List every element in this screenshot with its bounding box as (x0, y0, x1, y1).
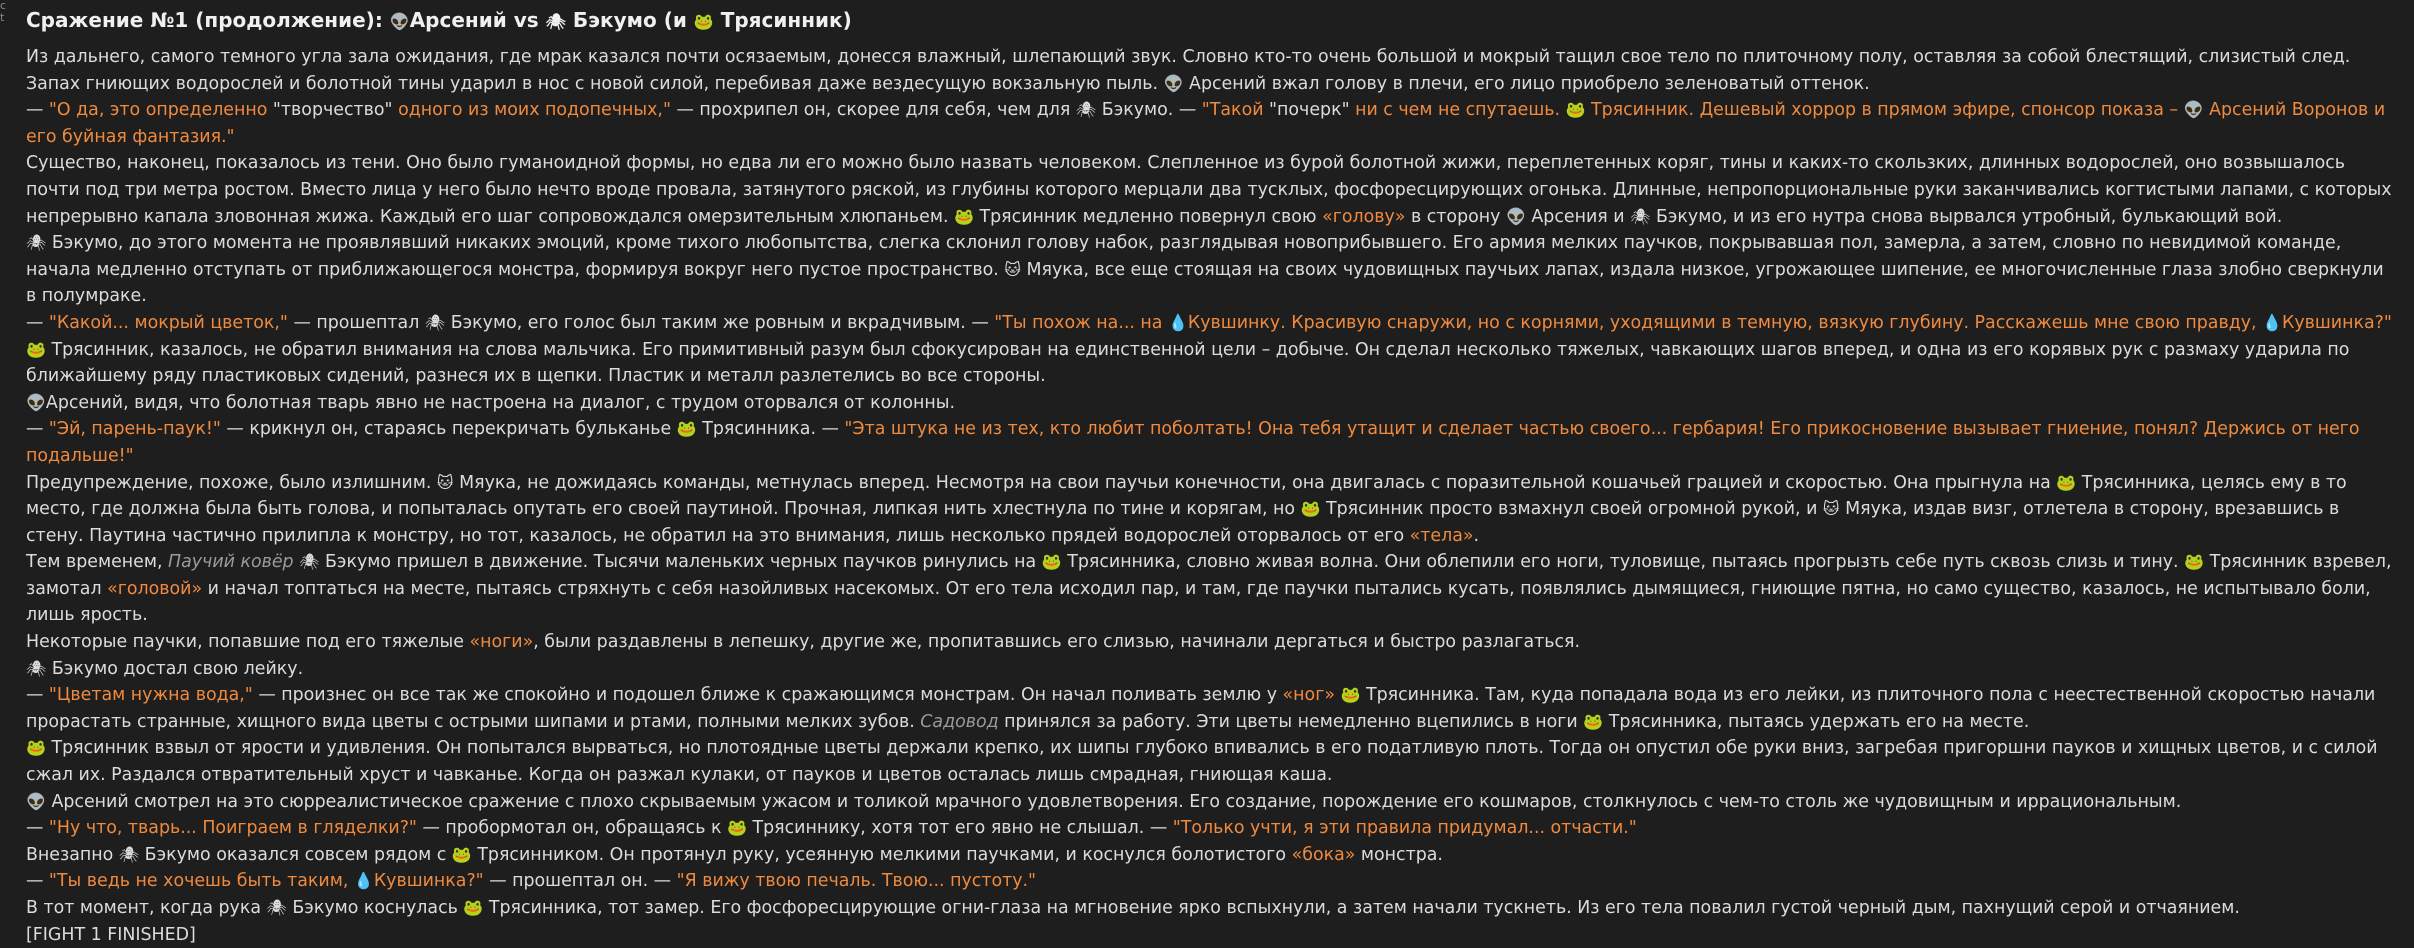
cat-emoji-icon: 🐱 (1004, 259, 1022, 279)
paragraph-14: 🐸 Трясинник взвыл от ярости и удивления. Он попытался вырваться, но плотоядные цветы держали крепко, их шипы глубоко впивались в его податливую плоть. Тогда он опустил обе руки вниз, загребая пригоршни пауков и хищных цветов, и с силой сжал их. Раздался отвратительный хруст и чавканье. Когда он разжал кулаки, от пауков и цветов осталась лишь смрадная, гниющая каша. (26, 738, 2378, 786)
paragraph-9: Предупреждение, похоже, было излишним. 🐱 Мяука, не дожидаясь команды, метнулась вперед. Несмотря на свои паучьи конечности, она двигалась с поразительной кошачьей грацией и скоростью. Она прыгнула на 🐸 Трясинника, целясь ему в то место, где должна была быть голова, и попыталась опутать его своей паутиной. Прочная, липкая нить хлестнула по тине и корягам, но 🐸 Трясинник просто взмахнул своей огромной рукой, и 🐱 Мяука, издав визг, отлетела в сторону, врезавшись в стену. Паутина частично прилипла к монстру, но тот, казалось, не обратил на это внимания, лишь несколько прядей водорослей оторвалось от его «тела». (26, 472, 2347, 546)
alien-emoji-icon: 👽 (389, 12, 410, 31)
frog-emoji-icon: 🐸 (2184, 552, 2205, 572)
fight-finished-marker: [FIGHT 1 FINISHED] (26, 924, 196, 945)
paragraph-2: — "О да, это определенно "творчество" одного из моих подопечных," — прохрипел он, скорее для себя, чем для 🕷 Бэкумо. — "Такой "почерк" ни с чем не спутаешь. 🐸 Трясинник. Дешевый хоррор в прямом эфире, спонсор показа – 👽 Арсений Воронов и его буйная фантазия." (26, 100, 2386, 147)
frog-emoji-icon: 🐸 (1583, 711, 1604, 731)
paragraph-16: — "Ну что, тварь... Поиграем в гляделки?" — пробормотал он, обращаясь к 🐸 Трясиннику, хотя тот его явно не слышал. — "Только учти, я эти правила придумал... отчасти." (26, 818, 1637, 839)
edge-char-top: c (0, 0, 7, 12)
alien-emoji-icon: 👽 (26, 791, 46, 811)
cat-emoji-icon: 🐱 (1822, 499, 1840, 519)
paragraph-1: Из дальнего, самого темного угла зала ожидания, где мрак казался почти осязаемым, донесся влажный, шлепающий звук. Словно кто-то очень большой и мокрый тащил свое тело по плиточному полу, оставляя за собой блестящий, слизистый след. Запах гниющих водорослей и болотной тины ударил в нос с новой силой, перебивая даже вездесущую вокзальную пыль. 👽 Арсений вжал голову в плечи, его лицо приобрело зеленоватый оттенок. (26, 47, 2351, 94)
frog-emoji-icon: 🐸 (1340, 685, 1361, 705)
alien-emoji-icon: 👽 (26, 392, 46, 412)
frog-emoji-icon: 🐸 (1041, 552, 1062, 572)
spider-emoji-icon: 🕷 (266, 898, 287, 917)
alien-emoji-icon: 👽 (1163, 73, 1184, 93)
frog-emoji-icon: 🐸 (26, 339, 46, 359)
paragraph-15: 👽 Арсений смотрел на это сюрреалистическое сражение с плохо скрываемым ужасом и толикой мрачного удовлетворения. Его создание, порождение его кошмаров, столкнулось с чем-то столь же чудовищным и иррациональным. (26, 791, 2182, 812)
ability-name: Садовод (920, 711, 999, 732)
left-edge-fragment (0, 0, 18, 40)
frog-emoji-icon: 🐸 (451, 844, 472, 864)
spider-emoji-icon: 🕷 (26, 658, 47, 678)
fight-title: Сражение №1 (продолжение): 👽Арсений vs 🕷 Бэкумо (и 🐸 Трясинник) (26, 8, 852, 32)
frog-emoji-icon: 🐸 (26, 738, 46, 758)
paragraph-3: Существо, наконец, показалось из тени. Оно было гуманоидной формы, но едва ли его можно было назвать человеком. Слепленное из бурой болотной жижи, переплетенных коряг, тины и каких-то скользких, длинных водорослей, оно возвышалось почти под три метра ростом. Вместо лица у него было нечто вроде провала, затянутого ряской, из глубины которого мерцали два тусклых, фосфоресцирующих огонька. Длинные, непропорциональные руки заканчивались когтистыми лапами, с которых непрерывно капала зловонная жижа. Каждый его шаг сопровождался омерзительным хлюпаньем. 🐸 Трясинник медленно повернул свою «голову» в сторону 👽 Арсения и 🕷 Бэкумо, и из его нутра снова вырвался утробный, булькающий вой. (26, 153, 2392, 227)
frog-emoji-icon: 🐸 (1565, 100, 1586, 120)
alien-emoji-icon: 👽 (2183, 100, 2204, 120)
paragraph-18: — "Ты ведь не хочешь быть таким, 💧Кувшинка?" — прошептал он. — "Я вижу твою печаль. Твою... пустоту." (26, 871, 1037, 892)
story-text (26, 7, 2394, 948)
drop-emoji-icon: 💧 (2262, 312, 2282, 332)
paragraph-17: Внезапно 🕷 Бэкумо оказался совсем рядом с 🐸 Трясинником. Он протянул руку, усеянную мелкими паучками, и коснулся болотистого «бока» монстра. (26, 844, 1443, 865)
cat-emoji-icon: 🐱 (436, 472, 454, 492)
paragraph-6: 🐸 Трясинник, казалось, не обратил внимания на слова мальчика. Его примитивный разум был сфокусирован на единственной цели – добыче. Он сделал несколько тяжелых, чавкающих шагов вперед, и одна из его корявых рук с размаху ударила по ближайшему ряду пластиковых сидений, разнеся их в щепки. Пластик и металл разлетелись во все стороны. (26, 339, 2350, 387)
drop-emoji-icon: 💧 (353, 871, 374, 891)
spider-emoji-icon: 🕷 (299, 552, 320, 572)
frog-emoji-icon: 🐸 (463, 898, 484, 917)
paragraph-10: Тем временем, Паучий ковёр 🕷 Бэкумо пришел в движение. Тысячи маленьких черных паучков ринулись на 🐸 Трясинника, словно живая волна. Они облепили его ноги, туловище, пытаясь прогрызть себе путь сквозь слизь и тину. 🐸 Трясинник взревел, замотал «головой» и начал топтаться на месте, пытаясь стряхнуть с себя назойливых насекомых. От его тела исходил пар, и там, где паучки пытались кусать, появлялись дымящиеся, гниющие пятна, но само существо, казалось, не испытывало боли, лишь ярость. (26, 552, 2392, 626)
frog-emoji-icon: 🐸 (1300, 499, 1321, 519)
paragraph-12: 🕷 Бэкумо достал свою лейку. (26, 658, 304, 679)
paragraph-5: — "Какой... мокрый цветок," — прошептал 🕷 Бэкумо, его голос был таким же ровным и вкрадчивым. — "Ты похож на... на 💧Кувшинку. Красивую снаружи, но с корнями, уходящими в темную, вязкую глубину. Расскажешь мне свою правду, 💧Кувшинка?" (26, 312, 2392, 333)
spider-emoji-icon: 🕷 (545, 12, 566, 31)
paragraph-7: 👽Арсений, видя, что болотная тварь явно не настроена на диалог, с трудом оторвался от колонны. (26, 392, 955, 413)
frog-emoji-icon: 🐸 (954, 206, 974, 226)
spider-emoji-icon: 🕷 (1630, 206, 1651, 226)
edge-char-bottom: t (0, 11, 5, 24)
paragraph-8: — "Эй, парень-паук!" — крикнул он, стараясь перекричать бульканье 🐸 Трясинника. — "Эта штука не из тех, кто любит поболтать! Она тебя утащит и сделает частью своего... гербария! Его прикосновение вызывает гниение, понял? Держись от него подальше!" (26, 419, 2360, 466)
spider-emoji-icon: 🕷 (424, 312, 446, 332)
paragraph-11: Некоторые паучки, попавшие под его тяжелые «ноги», были раздавлены в лепешку, другие же, пропитавшись его слизью, начинали дергаться и быстро разлагаться. (26, 632, 1581, 653)
ability-name: Паучий ковёр (168, 552, 294, 573)
paragraph-19: В тот момент, когда рука 🕷 Бэкумо коснулась 🐸 Трясинника, тот замер. Его фосфоресцирующие огни-глаза на мгновение ярко вспыхнули, а затем начали тускнеть. Из его тела повалил густой черный дым, пахнущий серой и отчаянием. (26, 898, 2240, 918)
spider-emoji-icon: 🕷 (26, 233, 47, 253)
spider-emoji-icon: 🕷 (118, 844, 140, 864)
frog-emoji-icon: 🐸 (676, 419, 697, 439)
drop-emoji-icon: 💧 (1168, 312, 1188, 332)
frog-emoji-icon: 🐸 (727, 818, 747, 838)
alien-emoji-icon: 👽 (1505, 206, 1526, 226)
frog-emoji-icon: 🐸 (2056, 472, 2077, 492)
paragraph-13: — "Цветам нужна вода," — произнес он все так же спокойно и подошел ближе к сражающимся монстрам. Он начал поливать землю у «ног» 🐸 Трясинника. Там, куда попадала вода из его лейки, из плиточного пола с неестественной скоростью начали прорастать странные, хищного вида цветы с острыми шипами и ртами, полными мелких зубов. Садовод принялся за работу. Эти цветы немедленно вцепились в ноги 🐸 Трясинника, пытаясь удержать его на месте. (26, 685, 2376, 732)
frog-emoji-icon: 🐸 (693, 12, 714, 31)
paragraph-4: 🕷 Бэкумо, до этого момента не проявлявший никаких эмоций, кроме тихого любопытства, слегка склонил голову набок, разглядывая новоприбывшего. Его армия мелких паучков, покрывавшая пол, замерла, а затем, словно по невидимой команде, начала медленно отступать от приближающегося монстра, формируя вокруг него пустое пространство. 🐱 Мяука, все еще стоящая на своих чудовищных паучьих лапах, издала низкое, угрожающее шипение, ее многочисленные глаза злобно сверкнули в полумраке. (26, 233, 2384, 307)
spider-emoji-icon: 🕷 (1075, 100, 1097, 120)
